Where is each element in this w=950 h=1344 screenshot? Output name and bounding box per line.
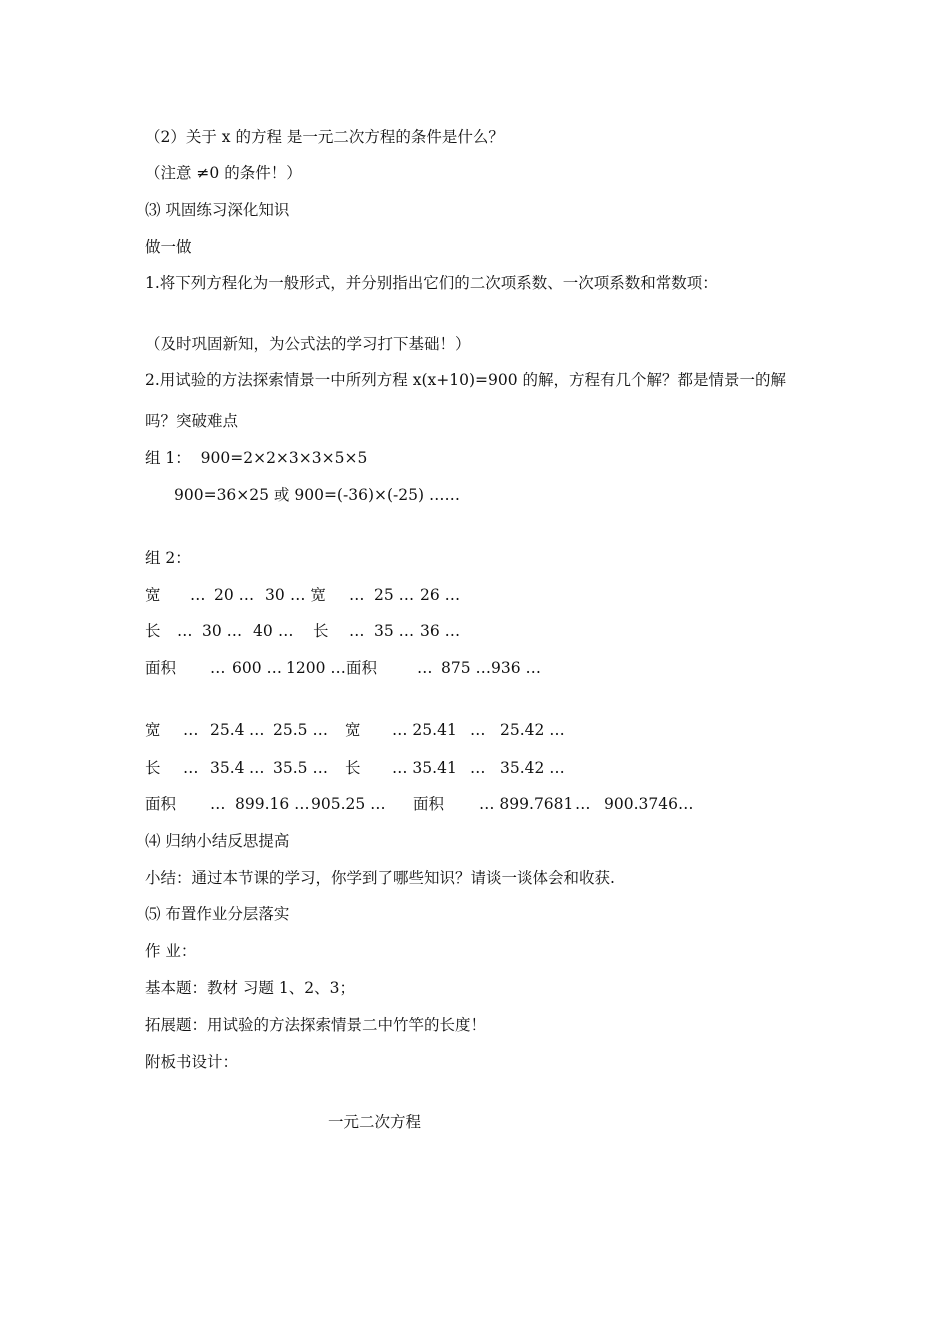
group-1-factorization: 组 1： 900=2×2×3×3×5×5 [145,449,368,467]
group-1-products: 900=36×25 或 900=(-36)×(-25) …… [174,486,460,504]
section-heading-5: ⑸ 布置作业分层落实 [145,905,290,923]
homework-label: 作 业： [145,942,197,960]
exercise-2-continued: 吗？突破难点 [145,412,239,430]
board-title: 一元二次方程 [328,1113,422,1131]
note-condition: （注意 ≠0 的条件！） [145,164,302,182]
group-2-label: 组 2： [145,549,191,567]
board-design-label: 附板书设计： [145,1053,239,1071]
homework-basic: 基本题：教材 习题 1、2、3； [145,979,355,997]
summary-text: 小结：通过本节课的学习，你学到了哪些知识？请谈一谈体会和收获. [145,869,615,887]
section-heading-4: ⑷ 归纳小结反思提高 [145,832,290,850]
section-heading-3: ⑶ 巩固练习深化知识 [145,201,290,219]
homework-extended: 拓展题：用试验的方法探索情景二中竹竿的长度！ [145,1016,487,1034]
question-condition: （2）关于 x 的方程 是一元二次方程的条件是什么？ [145,128,504,146]
exercise-1: 1.将下列方程化为一般形式，并分别指出它们的二次项系数、一次项系数和常数项： [145,274,718,292]
subheading-try: 做一做 [145,238,192,256]
exercise-1-note: （及时巩固新知，为公式法的学习打下基础！） [145,335,471,353]
exercise-2: 2.用试验的方法探索情景一中所列方程 x(x+10)=900 的解，方程有几个解？都是情景一的解 [145,371,787,389]
